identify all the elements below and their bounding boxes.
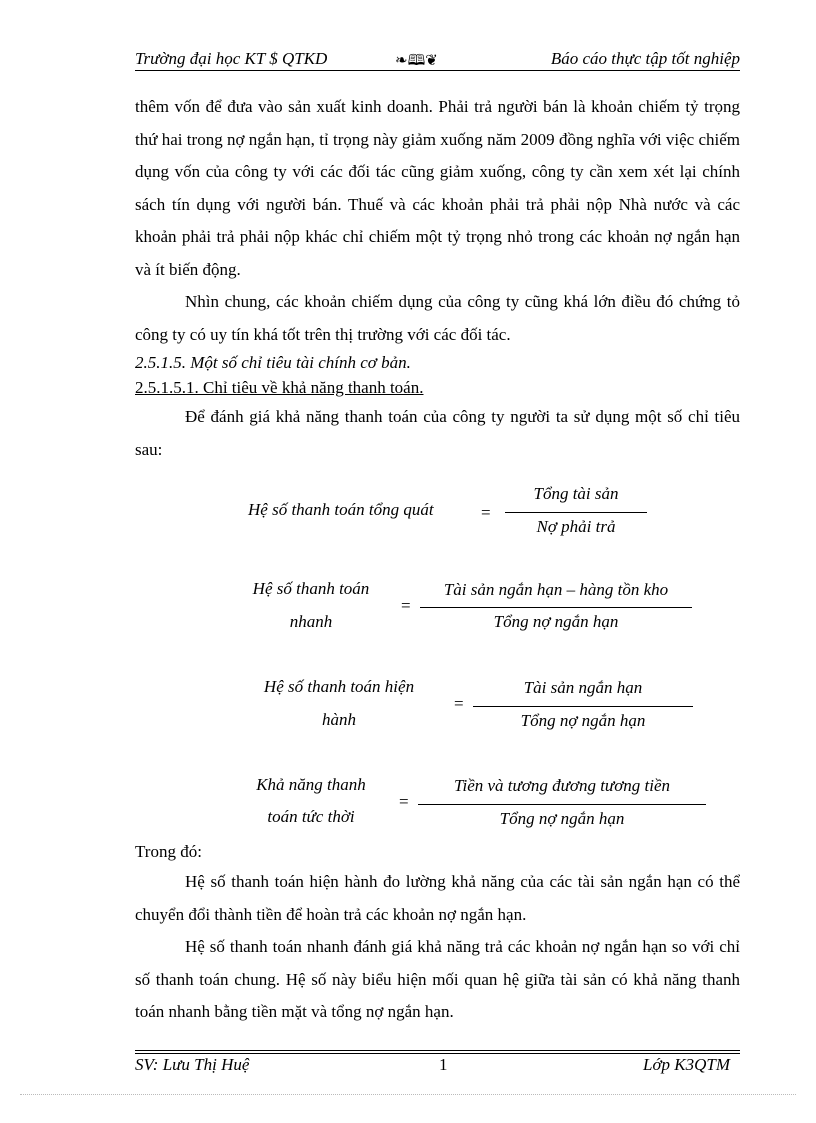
header-rule	[135, 70, 740, 71]
formula-equals: =	[481, 503, 491, 522]
explanation-paragraph: Hệ số thanh toán nhanh đánh giá khả năng trả các khoản nợ ngắn hạn so với chỉ số thanh toán chung. Hệ số này biểu hiện mối quan hệ giữa tài sản có khả năng thanh toán nhanh bằng tiền mặt và tổng nợ ngắn hạn.	[135, 937, 740, 1021]
subsection-heading: 2.5.1.5.1. Chỉ tiêu về khả năng thanh toán.	[135, 378, 424, 397]
formula-equals: =	[401, 596, 411, 615]
formula-denominator: Tổng nợ ngắn hạn	[499, 809, 625, 828]
footer-class: Lớp K3QTM	[642, 1055, 730, 1074]
footer-student: SV: Lưu Thị Huệ	[135, 1055, 250, 1074]
fraction-bar	[473, 706, 693, 707]
explanation-block	[135, 838, 740, 1029]
formula-label: Hệ số thanh toán tổng quát	[248, 500, 434, 519]
paragraph: Nhìn chung, các khoản chiếm dụng của công ty cũng khá lớn điều đó chứng tỏ công ty có uy tín khá tốt trên thị trường với các đối tác.	[135, 292, 740, 344]
formula-numerator: Tiền và tương đương tương tiền	[453, 776, 671, 795]
page-edge-divider	[20, 1094, 796, 1095]
formula-equals: =	[399, 792, 409, 811]
formula-label: Hệ số thanh toán hiện	[263, 677, 415, 696]
header-ornament-icon: ❧🕮❦	[395, 53, 438, 69]
intro-paragraph: Để đánh giá khả năng thanh toán của công ty người ta sử dụng một số chỉ tiêu sau:	[135, 407, 740, 459]
formula-label: nhanh	[289, 612, 333, 631]
header-school: Trường đại học KT $ QTKD	[135, 49, 328, 68]
formula-numerator: Tài sản ngắn hạn	[523, 678, 643, 697]
formula-denominator: Tổng nợ ngắn hạn	[520, 711, 646, 730]
trong-do-label: Trong đó:	[135, 842, 202, 861]
formula-denominator: Tổng nợ ngắn hạn	[493, 612, 619, 631]
formula-equals: =	[454, 694, 464, 713]
footer-rule	[135, 1050, 740, 1051]
formula-numerator: Tài sản ngắn hạn – hàng tồn kho	[443, 580, 669, 599]
header-report-title: Báo cáo thực tập tốt nghiệp	[550, 49, 740, 68]
explanation-paragraph: Hệ số thanh toán hiện hành đo lường khả năng của các tài sản ngắn hạn có thể chuyển đổi thành tiền để hoàn trả các khoản nợ ngắn hạn.	[135, 872, 740, 924]
formula-label: Khả năng thanh	[256, 775, 366, 794]
paragraph: thêm vốn để đưa vào sản xuất kinh doanh. Phải trả người bán là khoản chiếm tỷ trọng thứ hai trong nợ ngắn hạn, tỉ trọng này giảm xuống năm 2009 đồng nghĩa với việc chiếm dụng vốn của công ty với các đối tác cũng giảm xuống, công ty cần xem xét lại chính sách tín dụng với người bán. Thuế và các khoản phải trả phải nộp Nhà nước và các khoản phải trả phải nộp khác chỉ chiếm một tỷ trọng nhỏ trong các khoản nợ ngắn hạn và ít biến động.	[135, 97, 740, 279]
footer-rule	[135, 1053, 740, 1054]
formula-label: toán tức thời	[267, 807, 355, 826]
section-heading: 2.5.1.5. Một số chỉ tiêu tài chính cơ bản.	[135, 353, 411, 372]
formula-label: hành	[322, 710, 356, 729]
body-text	[135, 91, 740, 466]
formula-numerator: Tổng tài sản	[533, 484, 619, 503]
fraction-bar	[420, 607, 692, 608]
fraction-bar	[505, 512, 647, 513]
formula-denominator: Nợ phải trả	[536, 517, 616, 536]
page-number: 1	[439, 1055, 448, 1074]
formula-label: Hệ số thanh toán	[252, 579, 370, 598]
fraction-bar	[418, 804, 706, 805]
